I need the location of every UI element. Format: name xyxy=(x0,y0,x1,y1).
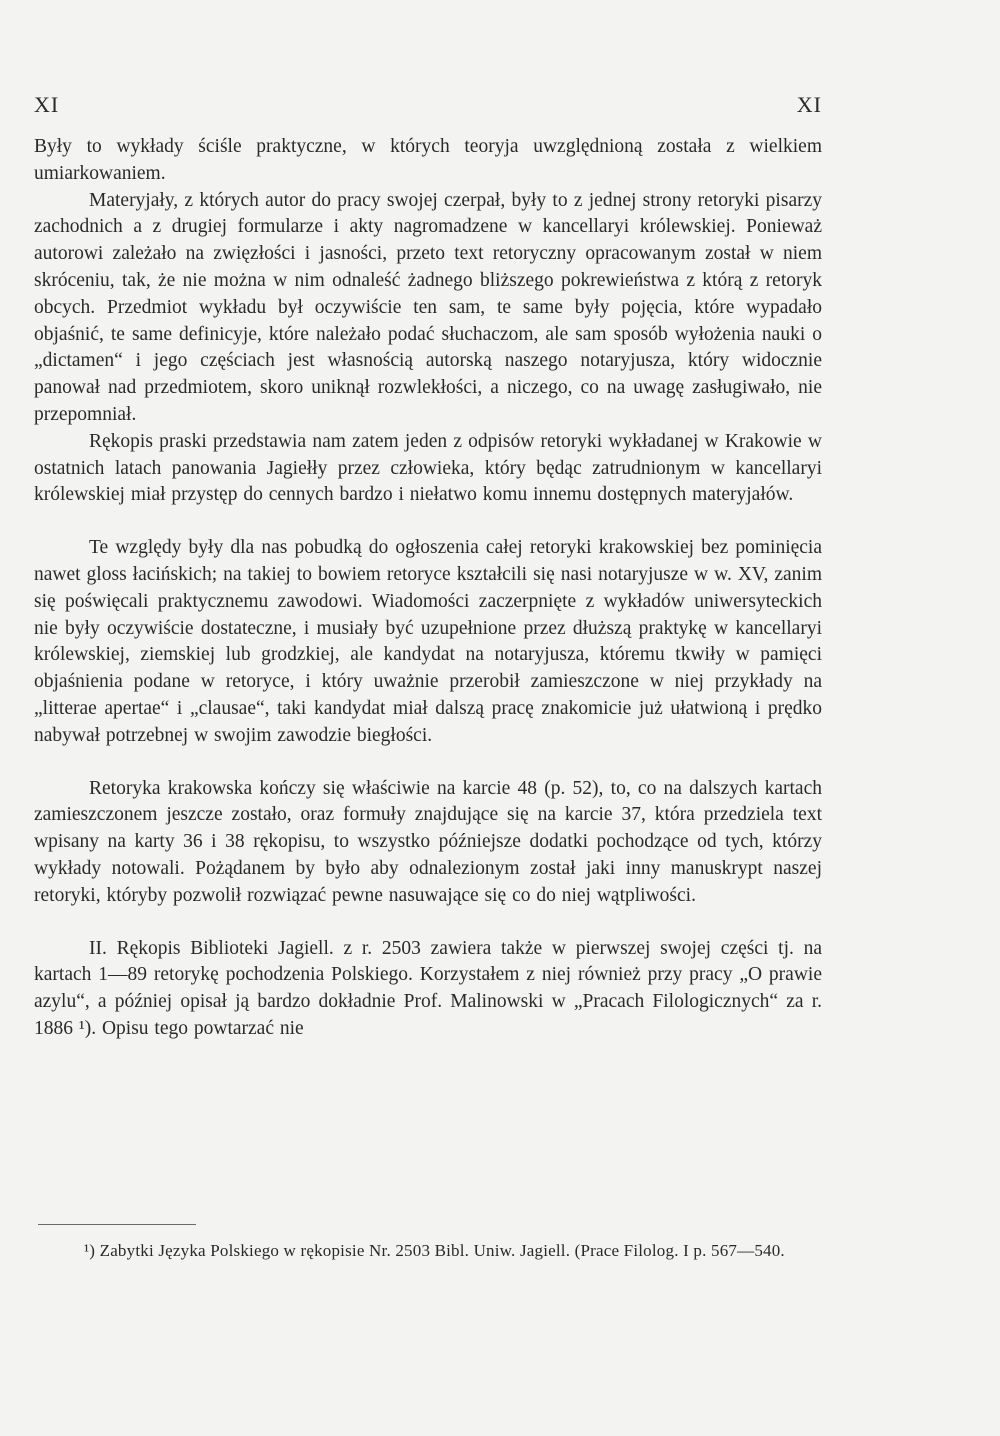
footnote-divider xyxy=(38,1224,196,1225)
page-number-right: XI xyxy=(796,92,822,117)
running-header xyxy=(34,92,822,122)
paragraph-1: Były to wykłady ściśle praktyczne, w których teoryja uwzględnioną została z wielkiem umiarkowaniem. xyxy=(34,136,822,184)
paragraph-4: Te względy były dla nas pobudką do ogłoszenia całej retoryki krakowskiej bez pominięcia nawet gloss łacińskich; na takiej to bowiem retoryce kształcili się nasi notaryjusze w w. XV, zanim się poświęcali praktycznemu zawodowi. Wiadomości zaczerpnięte z wykładów uniwersyteckich nie były oczywiście dostateczne, i musiały być uzupełnione przez dłuższą praktykę w kancellaryi królewskiej, ziemskiej lub grodzkiej, ale kandydat na notaryjusza, któremu tkwiły w pamięci objaśnienia podane w retoryce, i który uważnie przerobił zamieszczone w niej przykłady na „litterae apertae“ i „clausae“, taki kandydat miał dalszą pracę znakomicie już ułatwioną i prędko nabywał potrzebnej w swojim zawodzie biegłości. xyxy=(34,537,822,746)
paragraph-5: Retoryka krakowska kończy się właściwie na karcie 48 (p. 52), to, co na dalszych kartach zamieszczonem jeszcze zostało, oraz formuły znajdujące się na karcie 37, która przedziela text wpisany na karty 36 i 38 rękopisu, to wszystko późniejsze dodatki pochodzące od tych, którzy wykłady notowali. Pożądanem by było aby odnalezionym został jaki inny manuskrypt naszej retoryki, któryby pozwolił rozwiązać pewne nasuwające się co do niej wątpliwości. xyxy=(34,777,822,906)
main-text xyxy=(34,134,822,1043)
paragraph-3: Rękopis praski przedstawia nam zatem jeden z odpisów retoryki wykładanej w Krakowie w ostatnich latach panowania Jagiełły przez człowieka, który będąc zatrudnionym w kancellaryi królewskiej miał przystęp do cennych bardzo i niełatwo komu innemu dostępnych materyjałów. xyxy=(34,430,822,506)
paragraph-6: II. Rękopis Biblioteki Jagiell. z r. 2503 zawiera także w pierwszej swojej części tj. na kartach 1—89 retorykę pochodzenia Polskiego. Korzystałem z niej również przy pracy „O prawie azylu“, a później opisał ją bardzo dokładnie Prof. Malinowski w „Pracach Filologicznych“ za r. 1886 ¹). Opisu tego powtarzać nie xyxy=(34,937,822,1039)
page-number-left: XI xyxy=(34,92,60,117)
footnote: ¹) Zabytki Języka Polskiego w rękopisie Nr. 2503 Bibl. Uniw. Jagiell. (Prace Filolog. I p. 567—540. xyxy=(84,1241,785,1260)
paragraph-2: Materyjały, z których autor do pracy swojej czerpał, były to z jednej strony retoryki pisarzy zachodnich a z drugiej formularze i akty nagromadzene w kancellaryi królewskiej. Ponieważ autorowi zależało na zwięzłości i jasności, przeto text retoryczny opracowanym został w niem skróceniu, tak, że nie można w nim odnaleść żadnego bliższego pokrewieństwa z którą z retoryk obcych. Przedmiot wykładu był oczywiście ten sam, te same były pojęcia, które wypadało objaśnić, te same definicyje, które należało podać słuchaczom, ale sam sposób wyłożenia nauki o „dictamen“ i jego częściach jest własnością autorską naszego notaryjusza, który widocznie panował nad przedmiotem, skoro uniknął rozwlekłości, a niczego, co na uwagę zasługiwało, nie przepomniał. xyxy=(34,189,822,425)
